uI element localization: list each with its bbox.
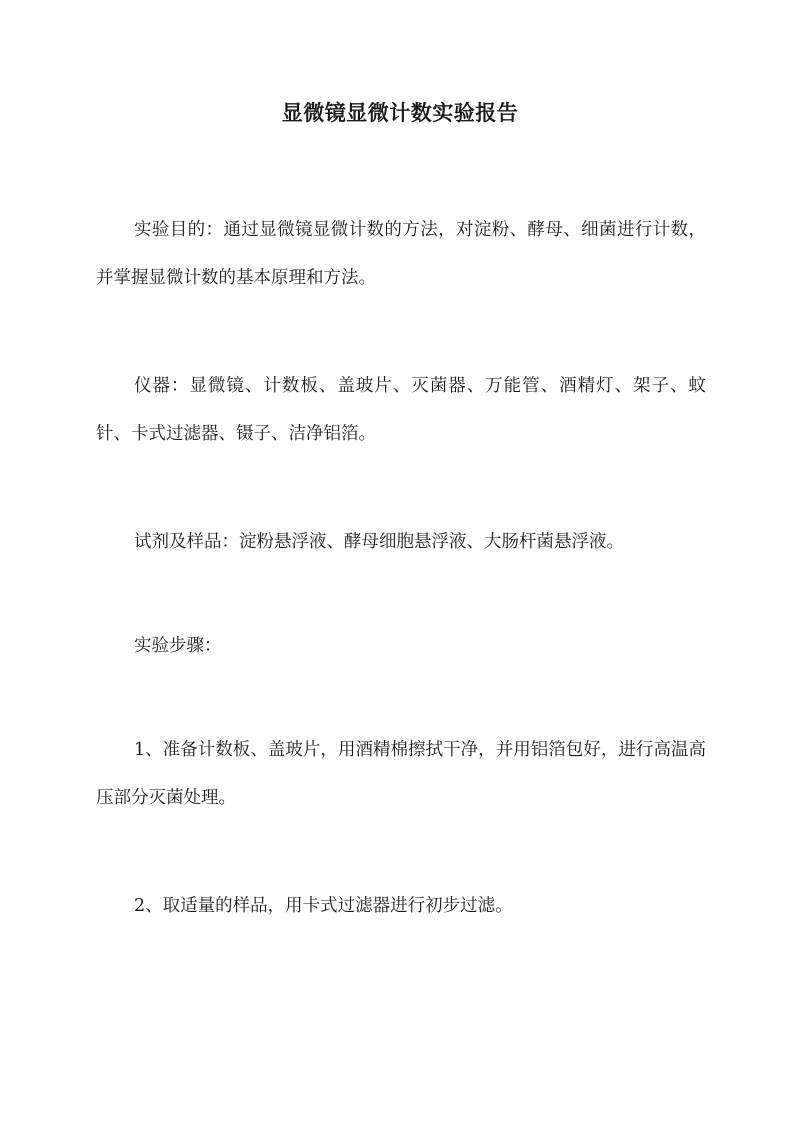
paragraph-step-1: 1、准备计数板、盖玻片，用酒精棉擦拭干净，并用铝箔包好，进行高温高压部分灭菌处理。 bbox=[96, 740, 706, 808]
paragraph-instruments: 仪器：显微镜、计数板、盖玻片、灭菌器、万能管、酒精灯、架子、蚊针、卡式过滤器、镊子、洁净铝箔。 bbox=[96, 376, 706, 444]
paragraph-step-2: 2、取适量的样品，用卡式过滤器进行初步过滤。 bbox=[134, 896, 513, 916]
paragraph-reagents: 试剂及样品：淀粉悬浮液、酵母细胞悬浮液、大肠杆菌悬浮液。 bbox=[134, 532, 624, 552]
paragraph-purpose: 实验目的：通过显微镜显微计数的方法，对淀粉、酵母、细菌进行计数，并掌握显微计数的基本原理和方法。 bbox=[96, 220, 706, 288]
paragraph-steps-heading: 实验步骤： bbox=[134, 636, 222, 656]
document-title: 显微镜显微计数实验报告 bbox=[281, 100, 519, 125]
